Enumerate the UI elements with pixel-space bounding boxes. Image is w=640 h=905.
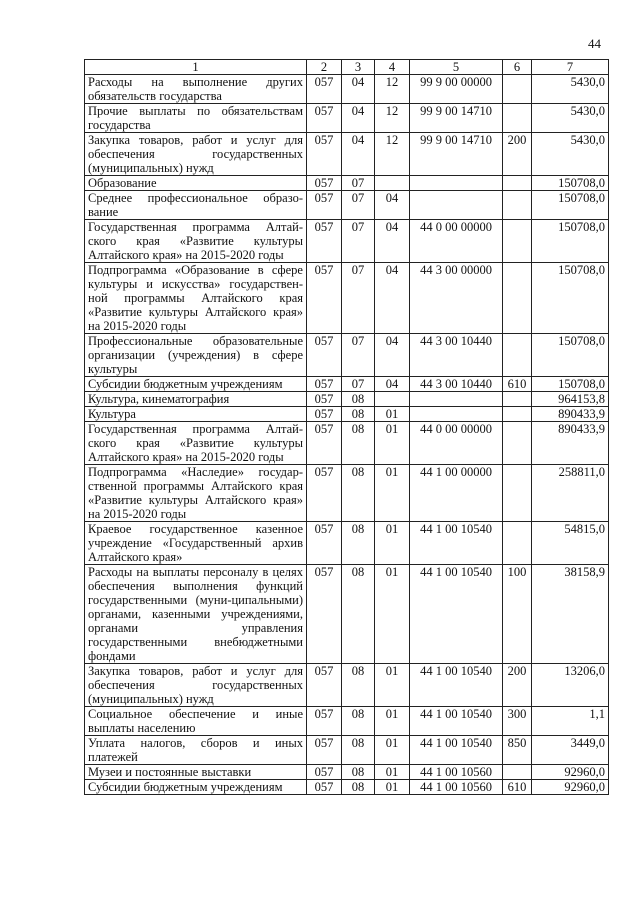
amount: 964153,8 bbox=[532, 392, 609, 407]
department-code: 057 bbox=[307, 522, 342, 565]
page-number: 44 bbox=[588, 36, 601, 51]
section-code: 07 bbox=[342, 377, 375, 392]
table-row bbox=[85, 133, 609, 176]
amount: 5430,0 bbox=[532, 133, 609, 176]
amount: 258811,0 bbox=[532, 465, 609, 522]
section-code: 07 bbox=[342, 220, 375, 263]
department-code: 057 bbox=[307, 191, 342, 220]
row-name: Социальное обеспечение и иные выплаты населению bbox=[85, 707, 307, 736]
table-row bbox=[85, 522, 609, 565]
target-item-code: 44 1 00 10560 bbox=[410, 765, 503, 780]
amount: 5430,0 bbox=[532, 104, 609, 133]
table-row bbox=[85, 377, 609, 392]
section-code: 07 bbox=[342, 263, 375, 334]
section-code: 04 bbox=[342, 75, 375, 104]
target-item-code: 44 1 00 10540 bbox=[410, 664, 503, 707]
expense-type-code: 300 bbox=[503, 707, 532, 736]
subsection-code: 01 bbox=[375, 465, 410, 522]
table-row bbox=[85, 422, 609, 465]
target-item-code: 44 0 00 00000 bbox=[410, 422, 503, 465]
section-code: 08 bbox=[342, 522, 375, 565]
target-item-code: 44 1 00 10540 bbox=[410, 736, 503, 765]
target-item-code: 44 3 00 00000 bbox=[410, 263, 503, 334]
row-name: Расходы на выплаты персоналу в целях обеспечения выполнения функций государственными (муни-ципальными) органами, казенными учреждениями, органами управления государственными внебюджетными фондами bbox=[85, 565, 307, 664]
section-code: 08 bbox=[342, 465, 375, 522]
section-code: 08 bbox=[342, 736, 375, 765]
row-name: Подпрограмма «Образование в сфере культуры и искусства» государствен-ной программы Алтайского края «Развитие культуры Алтайского края» на 2015-2020 годы bbox=[85, 263, 307, 334]
amount: 38158,9 bbox=[532, 565, 609, 664]
section-code: 07 bbox=[342, 176, 375, 191]
table-row bbox=[85, 220, 609, 263]
row-name: Музеи и постоянные выставки bbox=[85, 765, 307, 780]
expense-type-code: 100 bbox=[503, 565, 532, 664]
department-code: 057 bbox=[307, 664, 342, 707]
department-code: 057 bbox=[307, 104, 342, 133]
expense-type-code bbox=[503, 422, 532, 465]
row-name: Закупка товаров, работ и услуг для обеспечения государственных (муниципальных) нужд bbox=[85, 133, 307, 176]
table-header-row bbox=[85, 60, 609, 75]
subsection-code: 01 bbox=[375, 780, 410, 795]
department-code: 057 bbox=[307, 465, 342, 522]
row-name: Прочие выплаты по обязательствам государства bbox=[85, 104, 307, 133]
expense-type-code bbox=[503, 765, 532, 780]
column-header: 4 bbox=[375, 60, 410, 75]
expense-type-code bbox=[503, 263, 532, 334]
section-code: 04 bbox=[342, 133, 375, 176]
subsection-code: 04 bbox=[375, 220, 410, 263]
expense-type-code bbox=[503, 104, 532, 133]
amount: 150708,0 bbox=[532, 334, 609, 377]
subsection-code bbox=[375, 392, 410, 407]
subsection-code: 12 bbox=[375, 75, 410, 104]
department-code: 057 bbox=[307, 780, 342, 795]
department-code: 057 bbox=[307, 176, 342, 191]
table-row bbox=[85, 392, 609, 407]
section-code: 08 bbox=[342, 765, 375, 780]
subsection-code: 01 bbox=[375, 664, 410, 707]
target-item-code: 99 9 00 14710 bbox=[410, 133, 503, 176]
row-name: Образование bbox=[85, 176, 307, 191]
amount: 92960,0 bbox=[532, 765, 609, 780]
department-code: 057 bbox=[307, 75, 342, 104]
amount: 150708,0 bbox=[532, 191, 609, 220]
target-item-code: 99 9 00 00000 bbox=[410, 75, 503, 104]
table-row bbox=[85, 565, 609, 664]
amount: 150708,0 bbox=[532, 176, 609, 191]
subsection-code: 04 bbox=[375, 263, 410, 334]
row-name: Культура, кинематография bbox=[85, 392, 307, 407]
expense-type-code: 610 bbox=[503, 377, 532, 392]
amount: 890433,9 bbox=[532, 422, 609, 465]
subsection-code: 01 bbox=[375, 407, 410, 422]
table-row bbox=[85, 736, 609, 765]
target-item-code bbox=[410, 191, 503, 220]
row-name: Субсидии бюджетным учреждениям bbox=[85, 780, 307, 795]
amount: 150708,0 bbox=[532, 263, 609, 334]
amount: 54815,0 bbox=[532, 522, 609, 565]
amount: 3449,0 bbox=[532, 736, 609, 765]
expense-type-code: 200 bbox=[503, 664, 532, 707]
column-header: 1 bbox=[85, 60, 307, 75]
subsection-code: 12 bbox=[375, 133, 410, 176]
row-name: Краевое государственное казенное учреждение «Государственный архив Алтайского края» bbox=[85, 522, 307, 565]
target-item-code: 44 1 00 10540 bbox=[410, 522, 503, 565]
expense-type-code: 610 bbox=[503, 780, 532, 795]
amount: 1,1 bbox=[532, 707, 609, 736]
subsection-code: 04 bbox=[375, 334, 410, 377]
subsection-code bbox=[375, 176, 410, 191]
expense-type-code: 200 bbox=[503, 133, 532, 176]
department-code: 057 bbox=[307, 407, 342, 422]
amount: 92960,0 bbox=[532, 780, 609, 795]
row-name: Среднее профессиональное образо-вание bbox=[85, 191, 307, 220]
department-code: 057 bbox=[307, 220, 342, 263]
table-row bbox=[85, 465, 609, 522]
department-code: 057 bbox=[307, 736, 342, 765]
table-row bbox=[85, 263, 609, 334]
target-item-code bbox=[410, 407, 503, 422]
subsection-code: 01 bbox=[375, 707, 410, 736]
target-item-code: 44 3 00 10440 bbox=[410, 334, 503, 377]
target-item-code: 99 9 00 14710 bbox=[410, 104, 503, 133]
expense-type-code bbox=[503, 465, 532, 522]
row-name: Субсидии бюджетным учреждениям bbox=[85, 377, 307, 392]
expense-type-code bbox=[503, 176, 532, 191]
department-code: 057 bbox=[307, 392, 342, 407]
expense-type-code bbox=[503, 522, 532, 565]
amount: 890433,9 bbox=[532, 407, 609, 422]
subsection-code: 12 bbox=[375, 104, 410, 133]
expense-type-code bbox=[503, 407, 532, 422]
row-name: Культура bbox=[85, 407, 307, 422]
department-code: 057 bbox=[307, 422, 342, 465]
row-name: Закупка товаров, работ и услуг для обеспечения государственных (муниципальных) нужд bbox=[85, 664, 307, 707]
row-name: Подпрограмма «Наследие» государ-ственной программы Алтайского края «Развитие культуры Алтайского края» на 2015-2020 годы bbox=[85, 465, 307, 522]
department-code: 057 bbox=[307, 334, 342, 377]
department-code: 057 bbox=[307, 565, 342, 664]
target-item-code: 44 1 00 00000 bbox=[410, 465, 503, 522]
column-header: 5 bbox=[410, 60, 503, 75]
table-row bbox=[85, 707, 609, 736]
section-code: 08 bbox=[342, 664, 375, 707]
subsection-code: 01 bbox=[375, 765, 410, 780]
table-row bbox=[85, 104, 609, 133]
table-row bbox=[85, 176, 609, 191]
budget-table bbox=[84, 59, 609, 795]
expense-type-code bbox=[503, 334, 532, 377]
section-code: 08 bbox=[342, 565, 375, 664]
subsection-code: 04 bbox=[375, 377, 410, 392]
table-row bbox=[85, 407, 609, 422]
row-name: Уплата налогов, сборов и иных платежей bbox=[85, 736, 307, 765]
target-item-code: 44 1 00 10540 bbox=[410, 707, 503, 736]
row-name: Государственная программа Алтай-ского края «Развитие культуры Алтайского края» на 2015-2020 годы bbox=[85, 220, 307, 263]
target-item-code: 44 0 00 00000 bbox=[410, 220, 503, 263]
expense-type-code bbox=[503, 75, 532, 104]
table-row bbox=[85, 765, 609, 780]
expense-type-code bbox=[503, 220, 532, 263]
table-row bbox=[85, 664, 609, 707]
target-item-code: 44 1 00 10540 bbox=[410, 565, 503, 664]
subsection-code: 04 bbox=[375, 191, 410, 220]
section-code: 08 bbox=[342, 422, 375, 465]
subsection-code: 01 bbox=[375, 522, 410, 565]
department-code: 057 bbox=[307, 765, 342, 780]
target-item-code: 44 1 00 10560 bbox=[410, 780, 503, 795]
expense-type-code: 850 bbox=[503, 736, 532, 765]
subsection-code: 01 bbox=[375, 422, 410, 465]
amount: 5430,0 bbox=[532, 75, 609, 104]
amount: 13206,0 bbox=[532, 664, 609, 707]
row-name: Профессиональные образовательные организации (учреждения) в сфере культуры bbox=[85, 334, 307, 377]
section-code: 07 bbox=[342, 334, 375, 377]
row-name: Государственная программа Алтай-ского края «Развитие культуры Алтайского края» на 2015-2020 годы bbox=[85, 422, 307, 465]
table-row bbox=[85, 191, 609, 220]
section-code: 08 bbox=[342, 392, 375, 407]
amount: 150708,0 bbox=[532, 220, 609, 263]
table-body bbox=[85, 75, 609, 795]
department-code: 057 bbox=[307, 133, 342, 176]
department-code: 057 bbox=[307, 707, 342, 736]
row-name: Расходы на выполнение других обязательств государства bbox=[85, 75, 307, 104]
column-header: 7 bbox=[532, 60, 609, 75]
column-header: 3 bbox=[342, 60, 375, 75]
section-code: 08 bbox=[342, 707, 375, 736]
column-header: 6 bbox=[503, 60, 532, 75]
table-row bbox=[85, 334, 609, 377]
target-item-code bbox=[410, 176, 503, 191]
expense-type-code bbox=[503, 392, 532, 407]
subsection-code: 01 bbox=[375, 736, 410, 765]
subsection-code: 01 bbox=[375, 565, 410, 664]
section-code: 08 bbox=[342, 780, 375, 795]
section-code: 08 bbox=[342, 407, 375, 422]
column-header: 2 bbox=[307, 60, 342, 75]
amount: 150708,0 bbox=[532, 377, 609, 392]
table-row bbox=[85, 75, 609, 104]
expense-type-code bbox=[503, 191, 532, 220]
department-code: 057 bbox=[307, 263, 342, 334]
section-code: 07 bbox=[342, 191, 375, 220]
section-code: 04 bbox=[342, 104, 375, 133]
department-code: 057 bbox=[307, 377, 342, 392]
target-item-code: 44 3 00 10440 bbox=[410, 377, 503, 392]
target-item-code bbox=[410, 392, 503, 407]
table-row bbox=[85, 780, 609, 795]
